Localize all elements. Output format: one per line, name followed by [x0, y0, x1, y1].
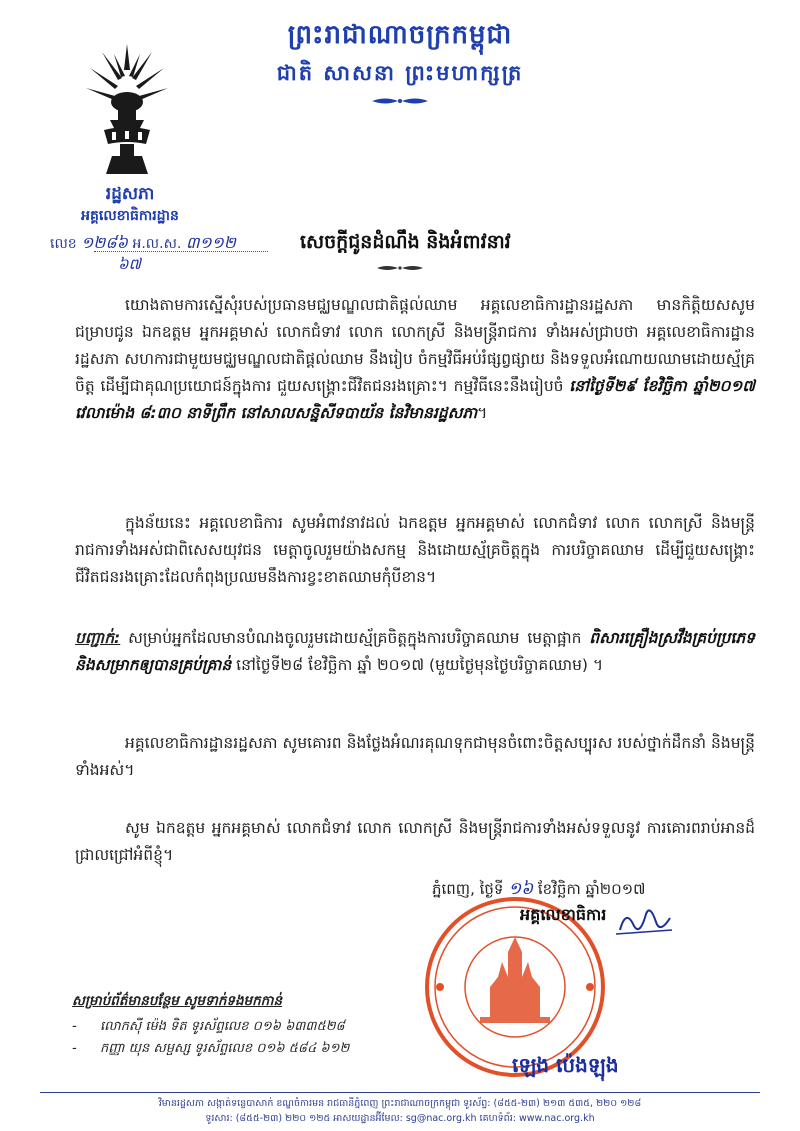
paragraph-closing: [75, 815, 755, 869]
paragraph-closing-text: សូម ឯកឧត្តម អ្នកអគ្គមាស់ លោកជំទាវ លោក លោកស្រី និងមន្ត្រីរាជការទាំងអស់ទទួលនូវ ការគោរពរាប់អានដ៏ជ្រាលជ្រៅអំពីខ្ញុំ។: [75, 819, 755, 864]
date-suffix: ខែវិច្ឆិកា ឆ្នាំ២០១៧: [537, 880, 646, 898]
note-label: បញ្ជាក់:: [75, 629, 121, 647]
handwritten-signature: [590, 900, 680, 940]
reference-number-value: ១២៨៦: [81, 233, 128, 252]
organization-department: អគ្គលេខាធិការដ្ឋាន: [81, 208, 179, 224]
paragraph-intro-end: ។: [477, 404, 488, 422]
contact-item: - កញ្ញា យុន សម្ផស្ស ទូរស័ព្ទលេខ ០១៦ ៥៨៤ ៦១២: [72, 1038, 349, 1060]
reference-number: [50, 232, 236, 256]
footer-contact: ទូរសារ: (៨៥៥-២៣) ២២០ ១២៥ អាសយដ្ឋានអ៊ីមែល: sg@nac.org.kh គេហទំព័រ: www.nac.org.kh: [205, 1113, 595, 1124]
reference-underline: [94, 251, 268, 252]
footer-address: វិមានរដ្ឋសភា សង្កាត់ទន្លេបាសាក់ ខណ្ឌចំការមន រាជធានីភ្នំពេញ ព្រះរាជាណាចក្រកម្ពុជា ទូរស័ព្ទ: (៨៥៥-២៣) ២១៣ ៥៣៥, ២២០ ១២៨: [158, 1098, 642, 1109]
contact-item: - លោកស៊ី ម៉េង ទិត ទូរស័ព្ទលេខ ០១៦ ៦៣៣៥២៨: [72, 1016, 349, 1038]
title-ornament: [375, 263, 425, 273]
paragraph-appeal: [75, 510, 755, 591]
footer-divider: [40, 1092, 760, 1093]
reference-prefix: លេខ: [50, 236, 77, 252]
paragraph-appeal-text: ក្នុងន័យនេះ អគ្គលេខាធិការ សូមអំពាវនាវដល់ ឯកឧត្តម អ្នកអគ្គមាស់ លោកជំទាវ លោក លោកស្រី និងមន្ត្រីរាជការទាំងអស់ជាពិសេសយុវជន មេត្តាចូលរួមយ៉ាងសកម្ម និងដោយស្ម័គ្រចិត្តក្នុង ការបរិច្ចាគឈាម ដើម្បីជួយសង្គ្រោះជីវិតជនរងគ្រោះដែលកំពុងប្រឈមនឹងការខ្វះខាតឈាមកុំបីខាន។: [75, 514, 755, 586]
paragraph-thanks-text: អគ្គលេខាធិការដ្ឋានរដ្ឋសភា សូមគោរព និងថ្លែងអំណរគុណទុកជាមុនចំពោះចិត្តសប្បុរស របស់ថ្នាក់ដឹកនាំ និងមន្ត្រីទាំងអស់។: [75, 734, 755, 779]
national-motto: ជាតិ សាសនា ព្រះមហាក្សត្រ: [276, 61, 524, 85]
date-prefix: ភ្នំពេញ, ថ្ងៃទី: [432, 880, 504, 898]
paragraph-intro: [75, 292, 755, 427]
paragraph-thanks: [75, 730, 755, 784]
paragraph-note: [75, 625, 755, 679]
paragraph-intro-text: យោងតាមការស្នើសុំរបស់ប្រធានមជ្ឈមណ្ឌលជាតិផ្តល់ឈាម អគ្គលេខាធិការដ្ឋានរដ្ឋសភា មានកិត្តិយសសូមជម្រាបជូន ឯកឧត្តម អ្នកអគ្គមាស់ លោកជំទាវ លោក លោកស្រី និងមន្ត្រីរាជការ ទាំងអស់ជ្រាបថា អគ្គលេខាធិការដ្ឋានរដ្ឋសភា សហការជាមួយមជ្ឈមណ្ឌលជាតិផ្តល់ឈាម នឹងរៀប ចំកម្មវិធីអប់រំផ្សព្វផ្សាយ និងទទួលអំណោយឈាមដោយស្ម័គ្រចិត្ត ដើម្បីជាគុណប្រយោជន៍ក្នុងការ ជួយសង្គ្រោះជីវិតជនរងគ្រោះ។ កម្មវិធីនេះនឹងរៀបចំ: [75, 296, 755, 395]
note-text: សម្រាប់អ្នកដែលមានបំណងចូលរួមដោយស្ម័គ្រចិត្តក្នុងការបរិច្ចាគឈាម មេត្តាផ្អាក: [128, 629, 582, 647]
header-ornament: [370, 96, 430, 106]
reference-sub-number: ៦៧: [118, 255, 141, 273]
event-schedule: នៅថ្ងៃទី២៩ ខែវិច្ឆិកា ឆ្នាំ២០១៧ វេលាម៉ោង ៨:៣០ នាទីព្រឹក នៅសាលសន្និសីទបាយ័ន នៃវិមានរដ្ឋសភា: [75, 377, 755, 422]
contact-list: [72, 1016, 349, 1060]
kingdom-title: ព្រះរាជាណាចក្រកម្ពុជា: [287, 20, 513, 50]
organization-name: រដ្ឋសភា: [105, 184, 155, 204]
signatory-name: ឡេង ប៉េងឡុង: [512, 1053, 619, 1077]
date-day: ១៦: [508, 879, 534, 899]
contact-heading: សម្រាប់ព័ត៌មានបន្ថែម សូមទាក់ទងមកកាន់: [72, 993, 283, 1009]
signatory-title: អគ្គលេខាធិការ: [520, 905, 607, 924]
note-highlight: ពិសារគ្រឿងស្រវឹងគ្រប់ប្រភេទ និងសម្រាកឲ្យបានគ្រប់គ្រាន់: [75, 629, 755, 674]
reference-tail: ៣១១២: [185, 233, 236, 252]
document-title: សេចក្តីជូនដំណឹង និងអំពាវនាវ: [300, 231, 511, 253]
parliament-emblem: [82, 40, 172, 180]
note-end: នៅថ្ងៃទី២៨ ខែវិច្ឆិកា ឆ្នាំ ២០១៧ (មួយថ្ងៃមុនថ្ងៃបរិច្ចាគឈាម) ។: [236, 656, 604, 674]
reference-suffix: អ.ល.ស.: [132, 236, 182, 252]
